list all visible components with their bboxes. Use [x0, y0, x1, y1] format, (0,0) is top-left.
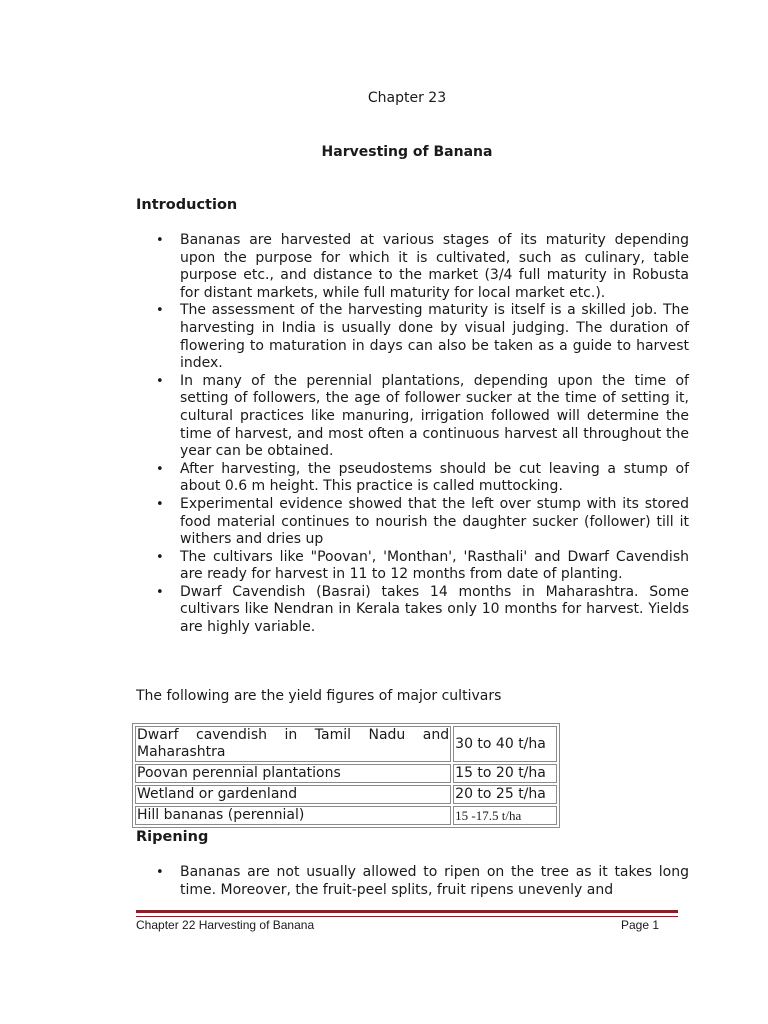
- list-item: • The cultivars like "Poovan', 'Monthan', 'Rasthali' and Dwarf Cavendish are ready for harvest in 11 to 12 months from date of planting.: [136, 549, 689, 584]
- introduction-heading: Introduction: [136, 197, 238, 213]
- page-number: Page 1: [621, 918, 660, 932]
- ripening-heading: Ripening: [136, 829, 209, 845]
- cultivar-cell: Wetland or gardenland: [135, 785, 451, 804]
- table-row: [135, 785, 557, 804]
- list-item: • After harvesting, the pseudostems should be cut leaving a stump of about 0.6 m height. This practice is called muttocking.: [136, 461, 689, 496]
- table-row: [135, 806, 557, 825]
- table-row: [135, 726, 557, 762]
- yield-cell: 15 to 20 t/ha: [453, 764, 557, 783]
- list-item: • Bananas are not usually allowed to ripen on the tree as it takes long time. Moreover, the fruit-peel splits, fruit ripens unevenly and: [136, 864, 689, 899]
- page-title: Harvesting of Banana: [321, 144, 493, 160]
- introduction-bullet-list: [136, 232, 689, 637]
- list-item: • In many of the perennial plantations, depending upon the time of setting of followers, the age of follower sucker at the time of setting it, cultural practices like manuring, irrigation followed will determine the time of harvest, and most often a continuous harvest all throughout the year can be obtained.: [136, 373, 689, 461]
- cultivar-cell: Hill bananas (perennial): [135, 806, 451, 825]
- chapter-label: Chapter 23: [367, 90, 447, 106]
- footer-chapter-title: Chapter 22 Harvesting of Banana: [136, 918, 315, 932]
- yield-cell: 15 -17.5 t/ha: [453, 806, 557, 825]
- list-item: • Experimental evidence showed that the left over stump with its stored food material continues to nourish the daughter sucker (follower) till it withers and dries up: [136, 496, 689, 549]
- cultivar-cell: Poovan perennial plantations: [135, 764, 451, 783]
- yield-cell: 20 to 25 t/ha: [453, 785, 557, 804]
- ripening-bullet-list: [136, 864, 689, 899]
- yield-intro-text: The following are the yield figures of major cultivars: [136, 688, 502, 704]
- yield-cell: 30 to 40 t/ha: [453, 726, 557, 762]
- table-row: [135, 764, 557, 783]
- list-item: • The assessment of the harvesting maturity is itself is a skilled job. The harvesting in India is usually done by visual judging. The duration of flowering to maturation in days can also be taken as a guide to harvest index.: [136, 302, 689, 372]
- cultivar-cell: Dwarf cavendish in Tamil Nadu and Maharashtra: [137, 727, 450, 760]
- list-item: • Bananas are harvested at various stages of its maturity depending upon the purpose for which it is cultivated, such as culinary, table purpose etc., and distance to the market (3/4 full maturity in Robusta for distant markets, while full maturity for local market etc.).: [136, 232, 689, 302]
- yield-table: [132, 723, 560, 828]
- list-item: • Dwarf Cavendish (Basrai) takes 14 months in Maharashtra. Some cultivars like Nendran in Kerala takes only 10 months for harvest. Yields are highly variable.: [136, 584, 689, 637]
- footer-divider: [136, 910, 678, 917]
